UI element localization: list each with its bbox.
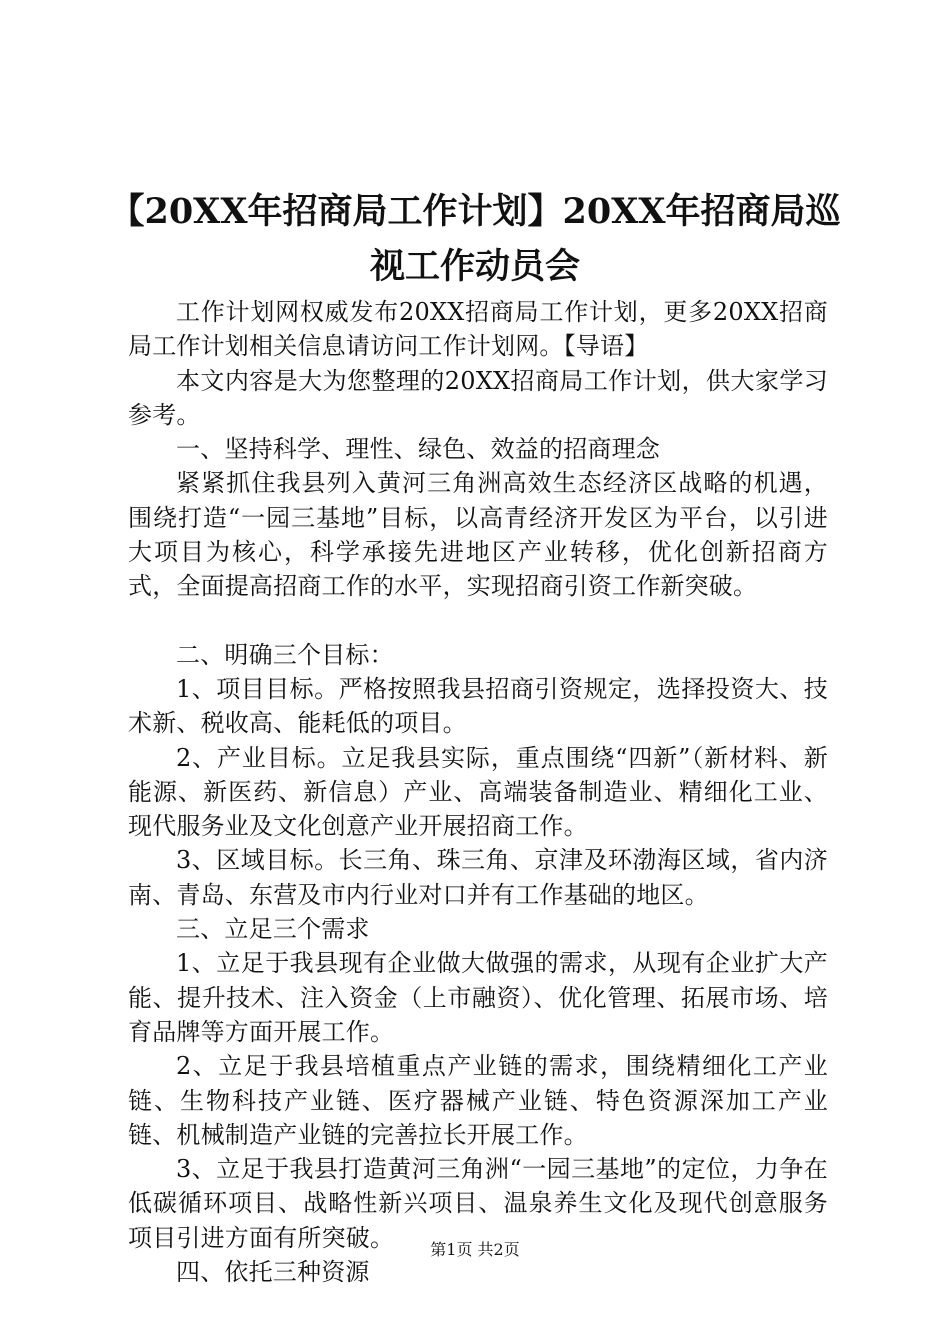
section-heading-4: 四、依托三种资源 [176, 1258, 370, 1287]
paragraph-goal-3: 3、区域目标。长三角、珠三角、京津及环渤海区域，省内济南、青岛、东营及市内行业对口并有工作基础的地区。 [128, 846, 828, 909]
paragraph-need-1: 1、立足于我县现有企业做大做强的需求，从现有企业扩大产能、提升技术、注入资金（上市融资）、优化管理、拓展市场、培育品牌等方面开展工作。 [128, 949, 828, 1046]
paragraph-summary: 本文内容是大为您整理的20XX招商局工作计划，供大家学习参考。 [128, 366, 828, 429]
document-title-line-2: 视工作动员会 [369, 246, 580, 287]
section-heading-1: 一、坚持科学、理性、绿色、效益的招商理念 [176, 435, 660, 464]
paragraph-section-1: 紧紧抓住我县列入黄河三角洲高效生态经济区战略的机遇，围绕打造“一园三基地”目标，以高青经济开发区为平台，以引进大项目为核心，科学承接先进地区产业转移，优化创新招商方式，全面提高招商工作的水平，实现招商引资工作新突破。 [128, 469, 828, 601]
page-footer: 第1页 共2页 [430, 1240, 520, 1259]
paragraph-need-3: 3、立足于我县打造黄河三角洲“一园三基地”的定位，力争在低碳循环项目、战略性新兴项目、温泉养生文化及现代创意服务项目引进方面有所突破。 [128, 1155, 828, 1252]
document-body [128, 295, 828, 1289]
document-title-line-1: 【20XX年招商局工作计划】20XX年招商局巡 [109, 191, 841, 232]
section-heading-2: 二、明确三个目标： [176, 640, 394, 669]
paragraph-intro: 工作计划网权威发布20XX招商局工作计划，更多20XX招商局工作计划相关信息请访问工作计划网。【导语】 [128, 298, 828, 361]
paragraph-goal-2: 2、产业目标。立足我县实际，重点围绕“四新”（新材料、新能源、新医药、新信息）产业、高端装备制造业、精细化工业、现代服务业及文化创意产业开展招商工作。 [128, 743, 828, 841]
paragraph-need-2: 2、立足于我县培植重点产业链的需求，围绕精细化工产业链、生物科技产业链、医疗器械产业链、特色资源深加工产业链、机械制造产业链的完善拉长开展工作。 [128, 1052, 828, 1149]
section-heading-3: 三、立足三个需求 [176, 915, 370, 944]
paragraph-goal-1: 1、项目目标。严格按照我县招商引资规定，选择投资大、技术新、税收高、能耗低的项目。 [128, 674, 828, 738]
